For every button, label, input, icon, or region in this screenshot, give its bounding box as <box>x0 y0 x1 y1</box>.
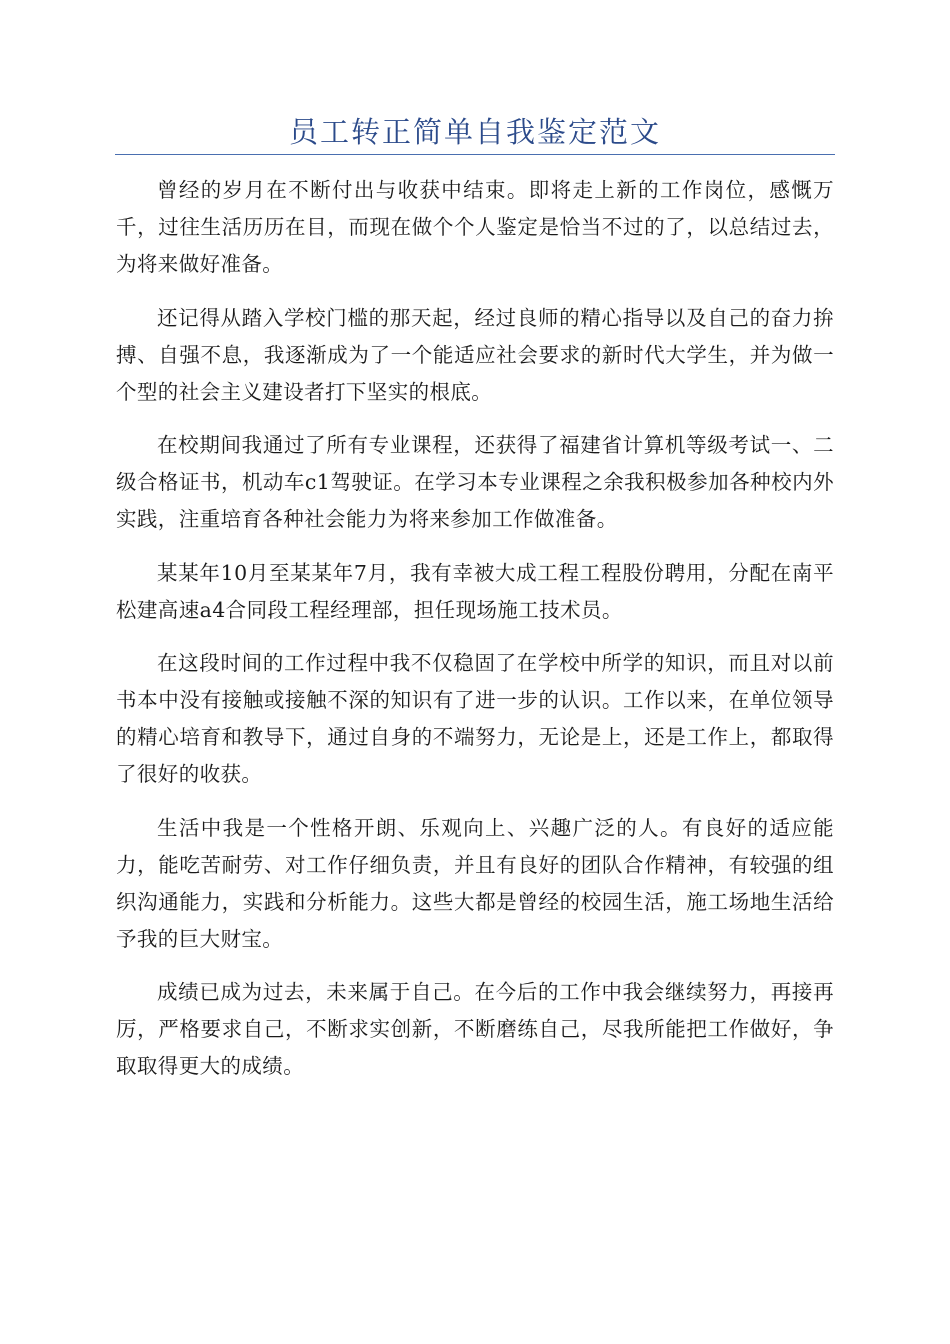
document-title: 员工转正简单自我鉴定范文 <box>288 115 661 149</box>
paragraph-7: 成绩已成为过去，未来属于自己。在今后的工作中我会继续努力，再接再厉，严格要求自己，不断求实创新，不断磨练自己，尽我所能把工作做好，争取取得更大的成绩。 <box>116 980 834 1078</box>
paragraph-1: 曾经的岁月在不断付出与收获中结束。即将走上新的工作岗位，感慨万千，过往生活历历在目，而现在做个个人鉴定是恰当不过的了，以总结过去，为将来做好准备。 <box>116 178 834 276</box>
paragraph-2: 还记得从踏入学校门槛的那天起，经过良师的精心指导以及自己的奋力拚搏、自强不息，我逐渐成为了一个能适应社会要求的新时代大学生，并为做一个型的社会主义建设者打下坚实的根底。 <box>116 305 834 404</box>
title-underline <box>115 154 835 155</box>
paragraph-3: 在校期间我通过了所有专业课程，还获得了福建省计算机等级考试一、二级合格证书，机动车c1驾驶证。在学习本专业课程之余我积极参加各种校内外实践，注重培育各种社会能力为将来参加工作做准备。 <box>116 433 834 531</box>
paragraph-5: 在这段时间的工作过程中我不仅稳固了在学校中所学的知识，而且对以前书本中没有接触或接触不深的知识有了进一步的认识。工作以来，在单位领导的精心培育和教导下，通过自身的不端努力，无论是上，还是工作上，都取得了很好的收获。 <box>116 651 834 786</box>
document-body <box>116 172 834 1102</box>
paragraph-6: 生活中我是一个性格开朗、乐观向上、兴趣广泛的人。有良好的适应能力，能吃苦耐劳、对工作仔细负责，并且有良好的团队合作精神，有较强的组织沟通能力，实践和分析能力。这些大都是曾经的校园生活，施工场地生活给予我的巨大财宝。 <box>116 815 834 951</box>
paragraph-4: 某某年10月至某某年7月，我有幸被大成工程工程股份聘用，分配在南平松建高速a4合同段工程经理部，担任现场施工技术员。 <box>116 560 834 622</box>
